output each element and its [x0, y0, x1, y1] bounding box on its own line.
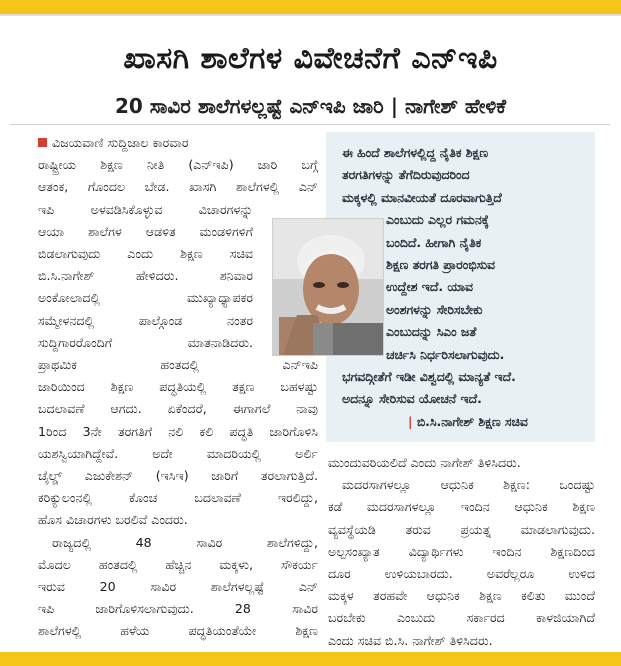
article-line: 1ರಿಂದ 3ನೇ ತರಗತಿಗೆ ನಲಿ ಕಲಿ ಪದ್ಧತಿ ಜಾರಿಗೊಳಿಸಿ	[38, 423, 318, 439]
subsection-heading-line: ಮದರಸಾಗಳಲ್ಲೂ ಆಧುನಿಕ ಶಿಕ್ಷಣ: ಒಂದಷ್ಟು	[342, 477, 595, 493]
article-line: ಬರಬೇಕು ಎಂಬುದು ಸರ್ಕಾರದ ಕಾಳಜಿಯಾಗಿದೆ	[328, 610, 595, 626]
page-headline: ಖಾಸಗಿ ಶಾಲೆಗಳ ವಿವೇಚನೆಗೆ ಎನ್‌ಇಪಿ	[123, 41, 498, 76]
quote-line: ಶಿಕ್ಷಣ ತರಗತಿ ಪ್ರಾರಂಭಿಸುವ	[386, 257, 496, 273]
article-line: ಇರುವ 20 ಸಾವಿರ ಶಾಲೆಗಳಲ್ಲಷ್ಟೆ ಎನ್	[38, 579, 318, 595]
attribution-name: ಬಿ.ಸಿ.ನಾಗೇಶ್	[416, 414, 474, 429]
quote-line: ತರಗತಿಗಳನ್ನು ತೆಗೆದಿರುವುದರಿಂದ	[342, 167, 470, 183]
quote-line: ಎಂಬುದು ಎಲ್ಲರ ಗಮನಕ್ಕೆ	[386, 212, 489, 228]
article-line: ಮೊದಲ ಹಂತದಲ್ಲಿ ಹೆಚ್ಚಿನ ಮಕ್ಕಳು, ಸೌಕರ್ಯ	[38, 556, 318, 572]
article-line: ಸಮ್ಮೇಳನದಲ್ಲಿ ಪಾಲ್ಗೊಂಡ ನಂತರ	[38, 312, 253, 328]
quote-line: ಈ ಹಿಂದೆ ಶಾಲೆಗಳಲ್ಲಿದ್ದ ನೈತಿಕ ಶಿಕ್ಷಣ	[342, 145, 489, 160]
article-line: ಬದಲಾವಣೆ ಆಗದು. ಏಕೆಂದರೆ, ಈಗಾಗಲೆ ನಾವು	[38, 401, 318, 417]
article-line: ಅಲ್ಪಸಂಖ್ಯಾತ ವಿದ್ಯಾರ್ಥಿಗಳು ಇಂದಿನ ಶಿಕ್ಷಣದಿಂದ	[328, 543, 595, 559]
article-line: ಕಡೆ ಮದರಸಾಗಳಲ್ಲೂ ಇಂದಿನ ಆಧುನಿಕ ಶಿಕ್ಷಣ	[328, 499, 595, 515]
article-line: ಬಿ.ಸಿ.ನಾಗೇಶ್ ಹೇಳಿದರು. ಶನಿವಾರ	[38, 268, 253, 284]
bottom-color-band	[0, 652, 621, 666]
article-line: ಮುಂದುವರಿಯಲಿದೆ ಎಂದು ನಾಗೇಶ್ ತಿಳಿಸಿದರು.	[328, 455, 521, 470]
quote-line: ಮಕ್ಕಳಲ್ಲಿ ಮಾನವೀಯತೆ ದೂರವಾಗುತ್ತಿದೆ	[342, 189, 502, 205]
article-line: ಇಪಿ ಜಾರಿಗೊಳಿಸಲಾಗುವುದು. 28 ಸಾವಿರ	[38, 601, 318, 617]
quote-line: ಅದನ್ನೂ ಸೇರಿಸುವ ಯೋಚನೆ ಇದೆ.	[342, 391, 482, 407]
bullet-square-icon	[38, 138, 47, 147]
article-line: ರಾಷ್ಟ್ರೀಯ ಶಿಕ್ಷಣ ನೀತಿ (ಎನ್‌ಇಪಿ) ಜಾರಿ ಬಗ್ಗೆ	[38, 157, 318, 173]
top-divider	[0, 14, 621, 16]
attribution-bar-icon: |	[408, 414, 417, 429]
article-line: ಆತಂಕ, ಗೊಂದಲ ಬೇಡ. ಖಾಸಗಿ ಶಾಲೆಗಳಲ್ಲಿ ಎನ್	[38, 179, 318, 195]
dateline-line	[38, 132, 318, 154]
article-right-column	[328, 452, 595, 652]
article-line: ಕರಿಕ್ಯುಲಂನಲ್ಲಿ ಕೊಂಚ ಬದಲಾವಣೆ ಇರಲಿದ್ದು,	[38, 490, 318, 506]
article-line: ಚೈಲ್ಡ್ ಎಜುಕೇಶನ್ (ಇಸಿಇ) ಜಾರಿಗೆ ತರಲಾಗುತ್ತಿದೆ.	[38, 468, 318, 484]
attribution-role: ಶಿಕ್ಷಣ ಸಚಿವ	[478, 414, 528, 429]
article-line: ರಾಜ್ಯದಲ್ಲಿ 48 ಸಾವಿರ ಶಾಲೆಗಳಿದ್ದು,	[52, 534, 318, 550]
quote-line: ಬಂದಿದೆ. ಹೀಗಾಗಿ ನೈತಿಕ	[386, 234, 482, 250]
quote-line: ಅಂಶಗಳನ್ನು ಸೇರಿಸಬೇಕು	[386, 301, 483, 317]
top-color-band	[0, 0, 621, 14]
page-subheadline: 20 ಸಾವಿರ ಶಾಲೆಗಳಲ್ಲಷ್ಟೆ ಎನ್‌ಇಪಿ ಜಾರಿ | ನಾಗೇಶ್ ಹೇಳಿಕೆ	[114, 94, 507, 118]
article-line: ಸುದ್ದಿಗಾರರೊಂದಿಗೆ ಮಾತನಾಡಿದರು.	[38, 334, 253, 350]
pull-quote-text	[342, 142, 587, 411]
quote-line: ಭಗವದ್ಗೀತೆಗೆ ಇಡೀ ವಿಶ್ವದಲ್ಲಿ ಮಾನ್ಯತೆ ಇದೆ.	[342, 369, 516, 385]
article-line: ವ್ಯವಸ್ಥೆಯಡಿ ತರುವ ಪ್ರಯತ್ನ ಮಾಡಲಾಗುವುದು.	[328, 521, 595, 537]
article-line: ಮಕ್ಕಳ ತರಹವೇ ಆಧುನಿಕ ಶಿಕ್ಷಣ ಕಲಿತು ಮುಂದೆ	[328, 588, 595, 604]
article-line: ಇಪಿ ಅಳವಡಿಸಿಕೊಳ್ಳುವ ವಿಚಾರಗಳನ್ನು	[38, 201, 253, 217]
quote-attribution	[408, 414, 528, 430]
article-line: ಶಾಲೆಗಳಲ್ಲಿ ಹಳೆಯ ಪದ್ಧತಿಯಂತೆಯೇ ಶಿಕ್ಷಣ	[38, 623, 318, 639]
article-line: ಎಂದು ಸಚಿವ ಬಿ.ಸಿ. ನಾಗೇಶ್ ತಿಳಿಸಿದರು.	[328, 632, 493, 648]
article-line: ಬಿಡಲಾಗುವುದು ಎಂದು ಶಿಕ್ಷಣ ಸಚಿವ	[38, 246, 253, 262]
quote-line: ಎಂಬುದನ್ನು ಸಿಎಂ ಜತೆ	[386, 324, 477, 340]
quote-line: ಉದ್ದೇಶ ಇದೆ. ಯಾವ	[386, 279, 473, 295]
article-line: ಅಂಕೋಲಾದಲ್ಲಿ ಮುಖ್ಯಾಧ್ಯಾಪಕರ	[38, 290, 253, 306]
dateline: ವಿಜಯವಾಣಿ ಸುದ್ದಿಜಾಲ ಕಾರವಾರ	[52, 135, 189, 150]
quote-line: ಚರ್ಚಿಸಿ ನಿರ್ಧರಿಸಲಾಗುವುದು.	[386, 346, 505, 362]
article-line: ದೂರ ಉಳಿಯಬಾರದು. ಅವರೆಲ್ಲರೂ ಉಳಿದ	[328, 566, 595, 582]
article-line: ಆಯಾ ಶಾಲೆಗಳ ಆಡಳಿತ ಮಂಡಳಿಗಳಿಗೆ	[38, 223, 253, 239]
article-line: ಪ್ರಾಥಮಿಕ ಹಂತದಲ್ಲಿ ಎನ್‌ಇಪಿ	[38, 357, 318, 373]
article-line: ಯಶಸ್ವಿಯಾಗಿದ್ದೇವೆ. ಅದೇ ಮಾದರಿಯಲ್ಲಿ ಅರ್ಲಿ	[38, 445, 318, 461]
headline-divider	[10, 124, 610, 125]
article-line: ಹೊಸ ವಿಚಾರಗಳು ಬರಲಿವೆ ಎಂದರು.	[38, 512, 188, 528]
article-line: ಜಾರಿಯಿಂದ ಶಿಕ್ಷಣ ಪದ್ಧತಿಯಲ್ಲಿ ತಕ್ಷಣ ಬಹಳಷ್ಟು	[38, 379, 318, 395]
article-left-column	[38, 132, 318, 643]
